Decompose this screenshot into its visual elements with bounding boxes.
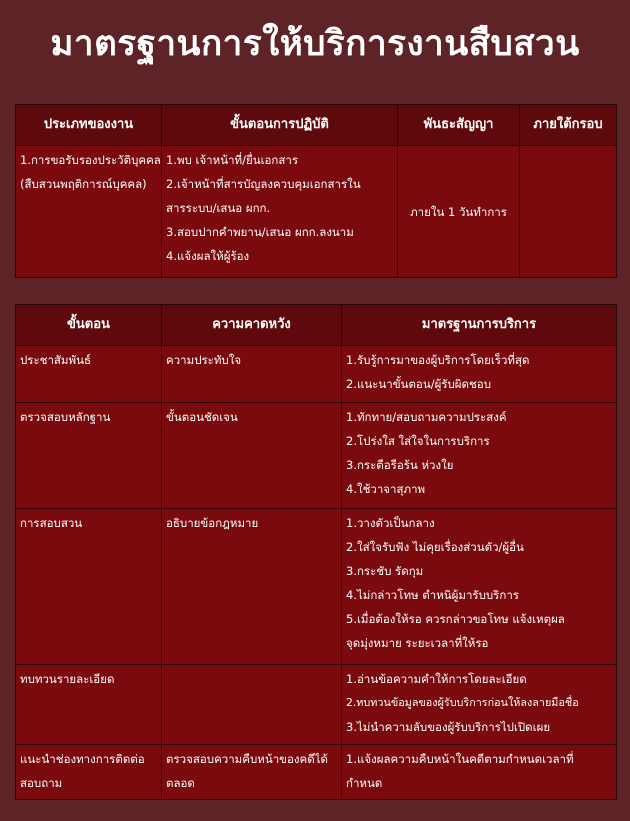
procedure-line: 4.แจ้งผลให้ผู้ร้อง [166,249,250,263]
table-row [16,509,617,665]
work-type-cell [16,146,162,278]
procedure-line: สารระบบ/เสนอ ผกก. [166,201,271,215]
step-cell: การสอบสวน [16,509,162,665]
table-row [16,346,617,403]
header-work-type: ประเภทของงาน [16,105,162,146]
procedure-line: 3.สอบปากคำพยาน/เสนอ ผกก.ลงนาม [166,225,354,239]
standard-item: 2.แนะนาขั้นตอน/ผู้รับผิดชอบ [346,377,492,391]
standard-item: 1.อ่านข้อความคำให้การโดยละเอียด [346,672,527,686]
procedure-line: 2.เจ้าหน้าที่สารบัญลงควบคุมเอกสารใน [166,177,361,191]
table-row [16,745,617,800]
standard-item: 5.เมื่อต้องให้รอ ควรกล่าวขอโทษ แจ้งเหตุผล [346,612,565,626]
standard-item: จุดมุ่งหมาย ระยะเวลาที่ให้รอ [346,636,489,650]
standard-item: 4.ใช้วาจาสุภาพ [346,482,426,496]
step-text: แนะนำช่องทางการติดต่อสอบถาม [20,752,145,790]
step-cell: ตรวจสอบหลักฐาน [16,403,162,509]
expectation-text: ตรวจสอบความคืบหน้าของคดีได้ตลอด [166,752,328,790]
standard-item: 3.กระตือรือร้น ห่วงใย [346,458,454,472]
standard-item: 1.รับรู้การมาของผู้บริการโดยเร็วที่สุด [346,353,530,367]
standard-item: 3.ไม่นำความลับของผู้รับบริการไปเปิดเผย [346,720,551,734]
header-step: ขั้นตอน [16,305,162,346]
table-row [16,146,617,278]
framework-cell [520,146,617,278]
step-cell: ทบทวนรายละเอียด [16,665,162,745]
work-type-line: (สืบสวนพฤติการณ์บุคคล) [20,177,147,191]
standard-item: 3.กระชับ รัดกุม [346,564,424,578]
service-commitment-table [15,104,617,278]
expectation-cell: อธิบายข้อกฎหมาย [162,509,342,665]
standard-item: 1.วางตัวเป็นกลาง [346,516,435,530]
standards-cell [342,346,617,403]
table-row [16,665,617,745]
service-standards-table [15,304,617,800]
standard-item: 2.ใส่ใจรับฟัง ไม่คุยเรื่องส่วนตัว/ผู้อื่น [346,540,524,554]
standard-item: 2.โปร่งใส ใส่ใจในการบริการ [346,434,490,448]
header-framework: ภายใต้กรอบ [520,105,617,146]
procedure-line: 1.พบ เจ้าหน้าที่/ยื่นเอกสาร [166,153,299,167]
table-header-row [16,305,617,346]
standard-item: 2.ทบทวนข้อมูลของผู้รับบริการก่อนให้ลงลายมือชื่อ [346,696,579,709]
step-cell [16,745,162,800]
table-header-row [16,105,617,146]
expectation-cell [162,745,342,800]
standard-item: 1.ทักทาย/สอบถามความประสงค์ [346,410,507,424]
standards-cell [342,403,617,509]
commitment-cell: ภายใน 1 วันทำการ [398,146,520,278]
page-title: มาตรฐานการให้บริการงานสืบสวน [50,24,580,64]
header-service-standard: มาตรฐานการบริการ [342,305,617,346]
standards-cell [342,745,617,800]
header-commitment: พันธะสัญญา [398,105,520,146]
standards-cell [342,665,617,745]
standard-item: 1.แจ้งผลความคืบหน้าในคดีตามกำหนดเวลาที่ [346,752,574,766]
standard-item: กำหนด [346,776,383,790]
procedure-cell [162,146,398,278]
expectation-cell: ขั้นตอนชัดเจน [162,403,342,509]
step-cell: ประชาสัมพันธ์ [16,346,162,403]
work-type-line: 1.การขอรับรองประวัติบุคคล [20,153,161,167]
table-row [16,403,617,509]
expectation-cell [162,665,342,745]
header-procedure: ขั้นตอนการปฏิบัติ [162,105,398,146]
expectation-cell: ความประทับใจ [162,346,342,403]
header-expectation: ความคาดหวัง [162,305,342,346]
standards-cell [342,509,617,665]
standard-item: 4.ไม่กล่าวโทษ ตำหนิผู้มารับบริการ [346,588,519,602]
